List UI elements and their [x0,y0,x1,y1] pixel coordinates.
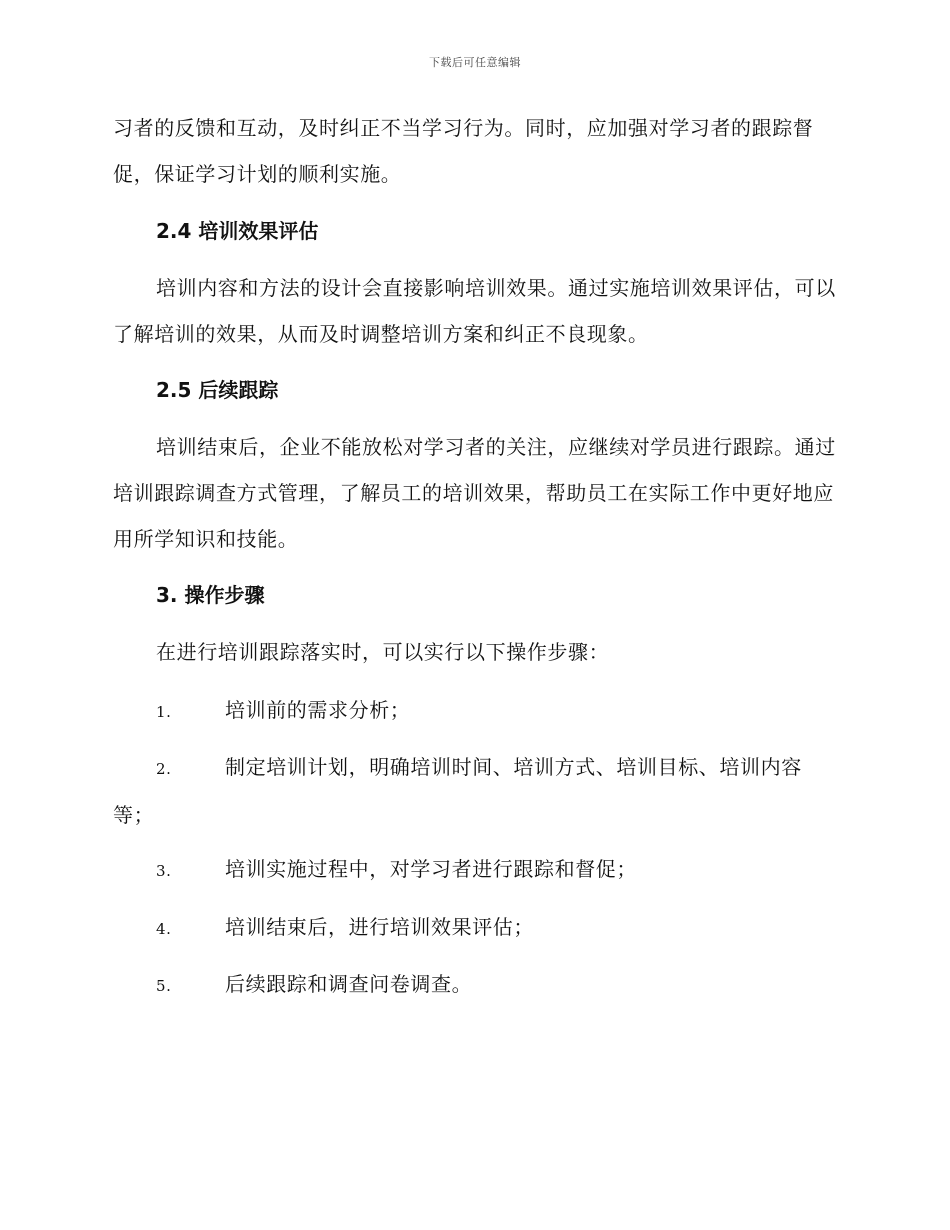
paragraph-steps-intro: 在进行培训跟踪落实时，可以实行以下操作步骤： [156,640,610,664]
list-text: 培训结束后，进行培训效果评估； [225,915,534,939]
paragraph-evaluation: 培训内容和方法的设计会直接影响培训效果。通过实施培训效果评估，可以了解培训的效果，从而及时调整培训方案和纠正不良现象。 [113,276,836,346]
paragraph-continuation: 习者的反馈和互动，及时纠正不当学习行为。同时，应加强对学习者的跟踪督促，保证学习计划的顺利实施。 [113,116,814,186]
list-item [113,687,837,735]
list-text: 培训实施过程中，对学习者进行跟踪和督促； [225,857,637,881]
section-heading-3: 3. 操作步骤 [156,583,265,607]
section-heading-2-5: 2.5 后续跟踪 [156,378,279,402]
list-item [113,744,837,838]
list-number: 2. [156,760,172,778]
list-number: 4. [156,920,172,938]
list-number: 3. [156,862,172,880]
list-item [113,904,837,952]
section-heading-2-4: 2.4 培训效果评估 [156,219,319,243]
page-header: 下载后可任意编辑 [429,56,521,69]
list-item [113,961,837,1009]
list-text: 培训前的需求分析； [225,698,411,722]
list-number: 1. [156,703,172,721]
paragraph-follow-up: 培训结束后，企业不能放松对学习者的关注，应继续对学员进行跟踪。通过培训跟踪调查方式管理，了解员工的培训效果，帮助员工在实际工作中更好地应用所学知识和技能。 [113,435,836,551]
list-item [113,846,837,894]
list-number: 5. [156,977,172,995]
list-text: 后续跟踪和调查问卷调查。 [225,972,473,996]
list-text: 制定培训计划，明确培训时间、培训方式、培训目标、培训内容等； [113,755,802,827]
